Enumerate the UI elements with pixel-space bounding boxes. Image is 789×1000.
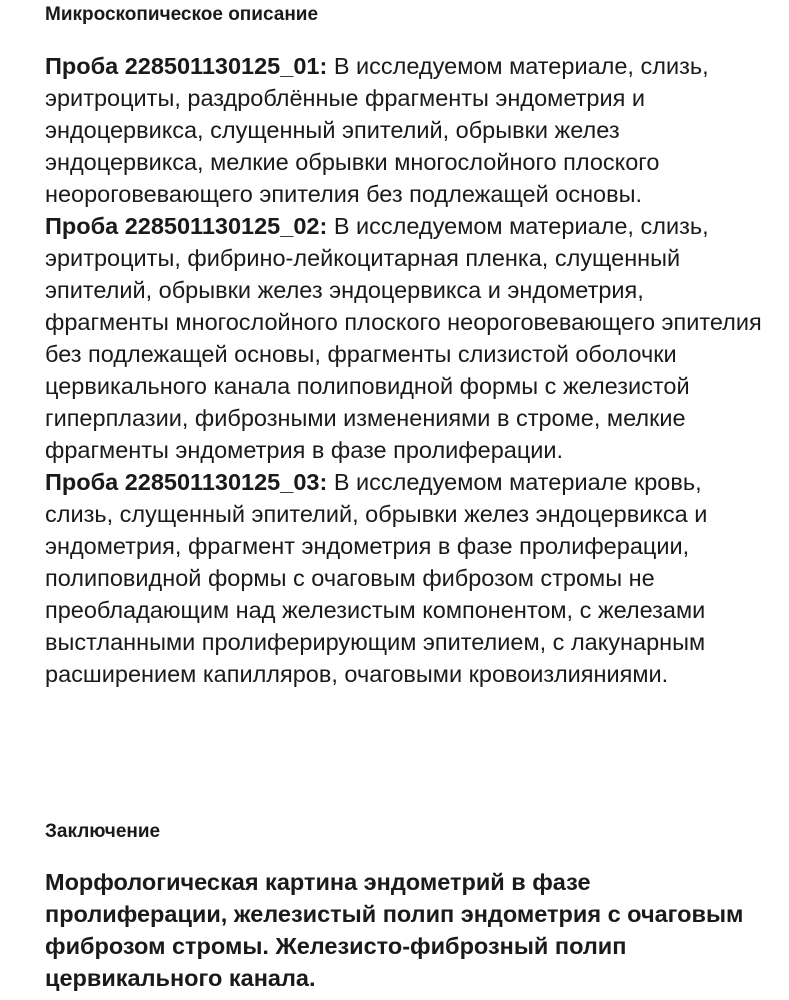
sample-02-text: В исследуемом материале, слизь, эритроциты, фибрино-лейкоцитарная пленка, слущенный эпителий, обрывки желез эндоцервикса и эндометрия, фрагменты многослойного плоского неороговевающего эпителия без подлежащей основы, фрагменты слизистой оболочки цервикального канала полиповидной формы с железистой гиперплазии, фиброзными изменениями в строме, мелкие фрагменты эндометрия в фазе пролиферации. bbox=[45, 213, 762, 463]
sample-02-label: Проба 228501130125_02: bbox=[45, 213, 328, 239]
conclusion-text: Морфологическая картина эндометрий в фазе пролиферации, железистый полип эндометрия с очаговым фиброзом стромы. Железисто-фиброзный полип цервикального канала. bbox=[45, 869, 744, 991]
sample-03-text: В исследуемом материале кровь, слизь, слущенный эпителий, обрывки желез эндоцервикса и эндометрия, фрагмент эндометрия в фазе пролиферации, полиповидной формы с очаговым фиброзом стромы не преобладающим над железистым компонентом, с железами выстланными пролиферирующим эпителием, с лакунарным расширением капилляров, очаговыми кровоизлияниями. bbox=[45, 469, 708, 687]
sample-01-text: В исследуемом материале, слизь, эритроциты, раздроблённые фрагменты эндометрия и эндоцервикса, слущенный эпителий, обрывки желез эндоцервикса, мелкие обрывки многослойного плоского неороговевающего эпителия без подлежащей основы. bbox=[45, 53, 709, 207]
samples-list bbox=[45, 50, 765, 690]
sample-01-label: Проба 228501130125_01: bbox=[45, 53, 328, 79]
conclusion-heading: Заключение bbox=[45, 821, 161, 842]
sample-01 bbox=[45, 50, 765, 210]
microscopic-description-heading: Микроскопическое описание bbox=[45, 4, 319, 25]
sample-03 bbox=[45, 466, 765, 690]
sample-02 bbox=[45, 210, 765, 466]
sample-03-label: Проба 228501130125_03: bbox=[45, 469, 328, 495]
